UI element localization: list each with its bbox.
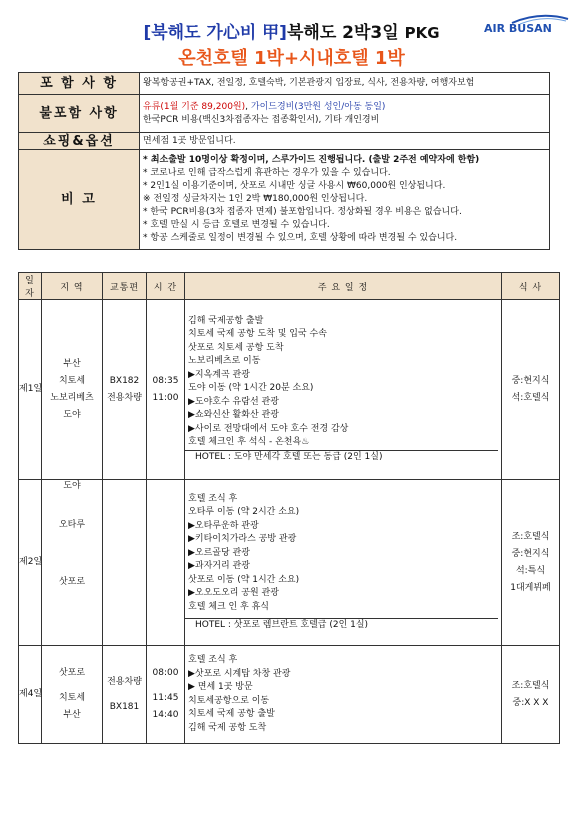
itinerary-item: ▶사이로 전망대에서 도야 호수 전경 감상 xyxy=(188,423,349,434)
day3-times xyxy=(147,646,185,744)
transport: 전용차량 xyxy=(107,676,142,687)
page-subtitle: 온천호텔 1박+시내호텔 1박 xyxy=(178,48,405,69)
region: 도야 xyxy=(63,409,81,420)
remark-line: ※ 전일정 싱글차지는 1인 2박 ₩180,000원 인상됩니다. xyxy=(143,194,368,204)
day3-label: 제4일 xyxy=(19,646,42,744)
day1-hotel: HOTEL : 도야 만세각 호텔 또는 동급 (2인 1실) xyxy=(185,450,498,465)
region: 삿포로 xyxy=(58,577,86,587)
exclude-guide: 가이드경비(3만원 성인/아동 동일) xyxy=(250,101,386,112)
header-region: 지 역 xyxy=(42,273,103,300)
time: 08:00 xyxy=(152,668,179,678)
day2-regions xyxy=(42,480,103,646)
meal: 중:현지식 xyxy=(511,375,550,386)
itinerary-item: 치토세공항으로 이동 xyxy=(188,695,270,706)
itinerary-item: ▶ 면세 1곳 방문 xyxy=(188,682,253,692)
shopping-row xyxy=(19,133,550,150)
remark-line: * 최소출발 10명이상 확정이며, 스루가이드 진행됩니다. (출발 2주전 예약자에 한함) xyxy=(143,155,480,165)
include-label: 포 함 사 항 xyxy=(19,73,140,95)
region: 치토세 xyxy=(58,375,86,386)
itinerary-item: 김해 국제공항 출발 xyxy=(188,315,264,326)
day1-regions xyxy=(42,300,103,480)
itinerary-item: 삿포로 이동 (약 1시간 소요) xyxy=(188,574,300,585)
transport: 전용차량 xyxy=(107,392,142,403)
title-part2: 북해도 2박3일 xyxy=(286,23,405,43)
remark-line: * 코로나로 인해 급작스럽게 휴관하는 경우가 있을 수 있습니다. xyxy=(143,168,391,178)
region: 도야 xyxy=(63,481,81,491)
swoosh-icon xyxy=(510,13,570,25)
meal: 조:호텔식 xyxy=(511,531,550,542)
day2-row xyxy=(19,480,560,646)
exclude-line2: 한국PCR 비용(백신3차접종자는 접종확인서), 기타 개인경비 xyxy=(143,114,380,125)
itinerary-item: ▶도야호수 유람선 관광 xyxy=(188,396,279,407)
itinerary-item: 김해 국제 공항 도착 xyxy=(188,722,267,733)
exclude-row xyxy=(19,95,550,133)
day1-label: 제1일 xyxy=(19,300,42,480)
schedule-table xyxy=(18,272,560,744)
time: 08:35 xyxy=(152,375,179,386)
day3-regions xyxy=(42,646,103,744)
itinerary-item: 호텔 조식 후 xyxy=(188,493,238,504)
itinerary-item: 도야 이동 (약 1시간 20분 소요) xyxy=(188,383,314,394)
remark-line: * 한국 PCR비용(3차 접종자 면제) 불포함입니다. 정상화될 경우 비용은 없습니다. xyxy=(143,207,462,217)
info-table xyxy=(18,72,550,250)
itinerary-item: 호텔 조식 후 xyxy=(188,655,238,665)
time: 11:00 xyxy=(152,392,179,403)
region: 삿포로 xyxy=(58,668,86,678)
region: 치토세 xyxy=(58,693,86,703)
exclude-sep: , xyxy=(245,101,251,112)
logo-text: AIR BUSAN xyxy=(484,22,552,35)
exclude-label: 불포함 사항 xyxy=(19,95,140,133)
itinerary-item: ▶오타루운하 관광 xyxy=(188,520,259,531)
remark-line: * 항공 스케줄로 일정이 변경될 수 있으며, 호텔 상황에 따라 변경될 수 있습니다. xyxy=(143,233,458,243)
remark-line: * 2인1실 이용기준이며, 삿포로 시내만 싱글 사용시 ₩60,000원 인상됩니다. xyxy=(143,181,446,191)
day1-meals xyxy=(502,300,560,480)
header-itinerary: 주 요 일 정 xyxy=(185,273,502,300)
region: 부산 xyxy=(63,710,81,720)
day2-transport xyxy=(103,480,147,646)
title-pkg: PKG xyxy=(404,24,440,42)
transport: BX181 xyxy=(109,701,140,712)
meal: 1대게뷔페 xyxy=(510,582,551,593)
day3-meals xyxy=(502,646,560,744)
exclude-cell xyxy=(140,95,550,133)
day2-itinerary xyxy=(185,480,502,646)
airline-logo xyxy=(484,22,552,35)
include-row xyxy=(19,73,550,95)
day1-row xyxy=(19,300,560,480)
meal: 조:호텔식 xyxy=(511,680,550,691)
header-meals: 식 사 xyxy=(502,273,560,300)
itinerary-item: ▶과자거리 관광 xyxy=(188,561,250,571)
exclude-fuel: 유류(1월 기준 89,200원) xyxy=(143,101,246,112)
remarks-cell xyxy=(140,150,550,250)
shopping-label: 쇼핑&옵션 xyxy=(19,133,140,150)
itinerary-item: 호텔 체크 인 후 휴식 xyxy=(188,601,269,612)
itinerary-item: ▶키타이치가라스 공방 관광 xyxy=(188,534,297,544)
header-date: 일 자 xyxy=(19,273,42,300)
day2-label: 제2일 xyxy=(19,480,42,646)
meal: 석:호텔식 xyxy=(511,392,550,403)
shopping-text: 면세점 1곳 방문입니다. xyxy=(140,133,550,150)
itinerary-item: 삿포로 치토세 공항 도착 xyxy=(188,342,284,353)
day3-itinerary xyxy=(185,646,502,744)
day2-hotel: HOTEL : 삿포로 렘브란트 호텔급 (2인 1실) xyxy=(185,618,498,633)
day3-row xyxy=(19,646,560,744)
header-transport: 교통편 xyxy=(103,273,147,300)
meal: 중:X X X xyxy=(512,697,549,708)
meal: 중:현지식 xyxy=(511,548,550,559)
remarks-row xyxy=(19,150,550,250)
region: 부산 xyxy=(63,358,81,369)
header-time: 시 간 xyxy=(147,273,185,300)
meal: 석:특식 xyxy=(515,565,546,576)
schedule-header-row xyxy=(19,273,560,300)
itinerary-item: ▶지옥계곡 관광 xyxy=(188,369,250,380)
itinerary-item: 노보리베츠로 이동 xyxy=(188,356,261,367)
itinerary-item: ▶쇼와신산 활화산 관광 xyxy=(188,410,279,421)
day2-meals xyxy=(502,480,560,646)
day1-itinerary xyxy=(185,300,502,480)
itinerary-item: 오타루 이동 (약 2시간 소요) xyxy=(188,507,300,517)
title-part1: [북해도 가心비 甲] xyxy=(143,23,287,43)
transport: BX182 xyxy=(109,375,140,386)
remark-line: * 호텔 만실 시 등급 호텔로 변경될 수 있습니다. xyxy=(143,220,330,230)
itinerary-item: ▶삿포로 시계탑 차창 관광 xyxy=(188,668,291,679)
time: 11:45 xyxy=(152,693,179,703)
itinerary-item: 치토세 국제 공항 도착 및 입국 수속 xyxy=(188,329,327,340)
itinerary-item: ▶오오도오리 공원 관광 xyxy=(188,588,279,598)
day1-times xyxy=(147,300,185,480)
itinerary-item: 호텔 체크인 후 석식 - 온천욕♨ xyxy=(188,437,310,448)
include-text: 왕복항공권+TAX, 전일정, 호텔숙박, 기본관광지 입장료, 식사, 전용차량, 여행자보험 xyxy=(140,73,550,95)
remarks-label: 비 고 xyxy=(19,150,140,250)
itinerary-item: ▶오르골당 관광 xyxy=(188,547,250,558)
region: 노보리베츠 xyxy=(50,392,94,403)
day2-times xyxy=(147,480,185,646)
region: 오타루 xyxy=(58,520,86,530)
day3-transport xyxy=(103,646,147,744)
day1-transport xyxy=(103,300,147,480)
time: 14:40 xyxy=(152,710,179,720)
itinerary-item: 치토세 국제 공항 출발 xyxy=(188,709,275,719)
